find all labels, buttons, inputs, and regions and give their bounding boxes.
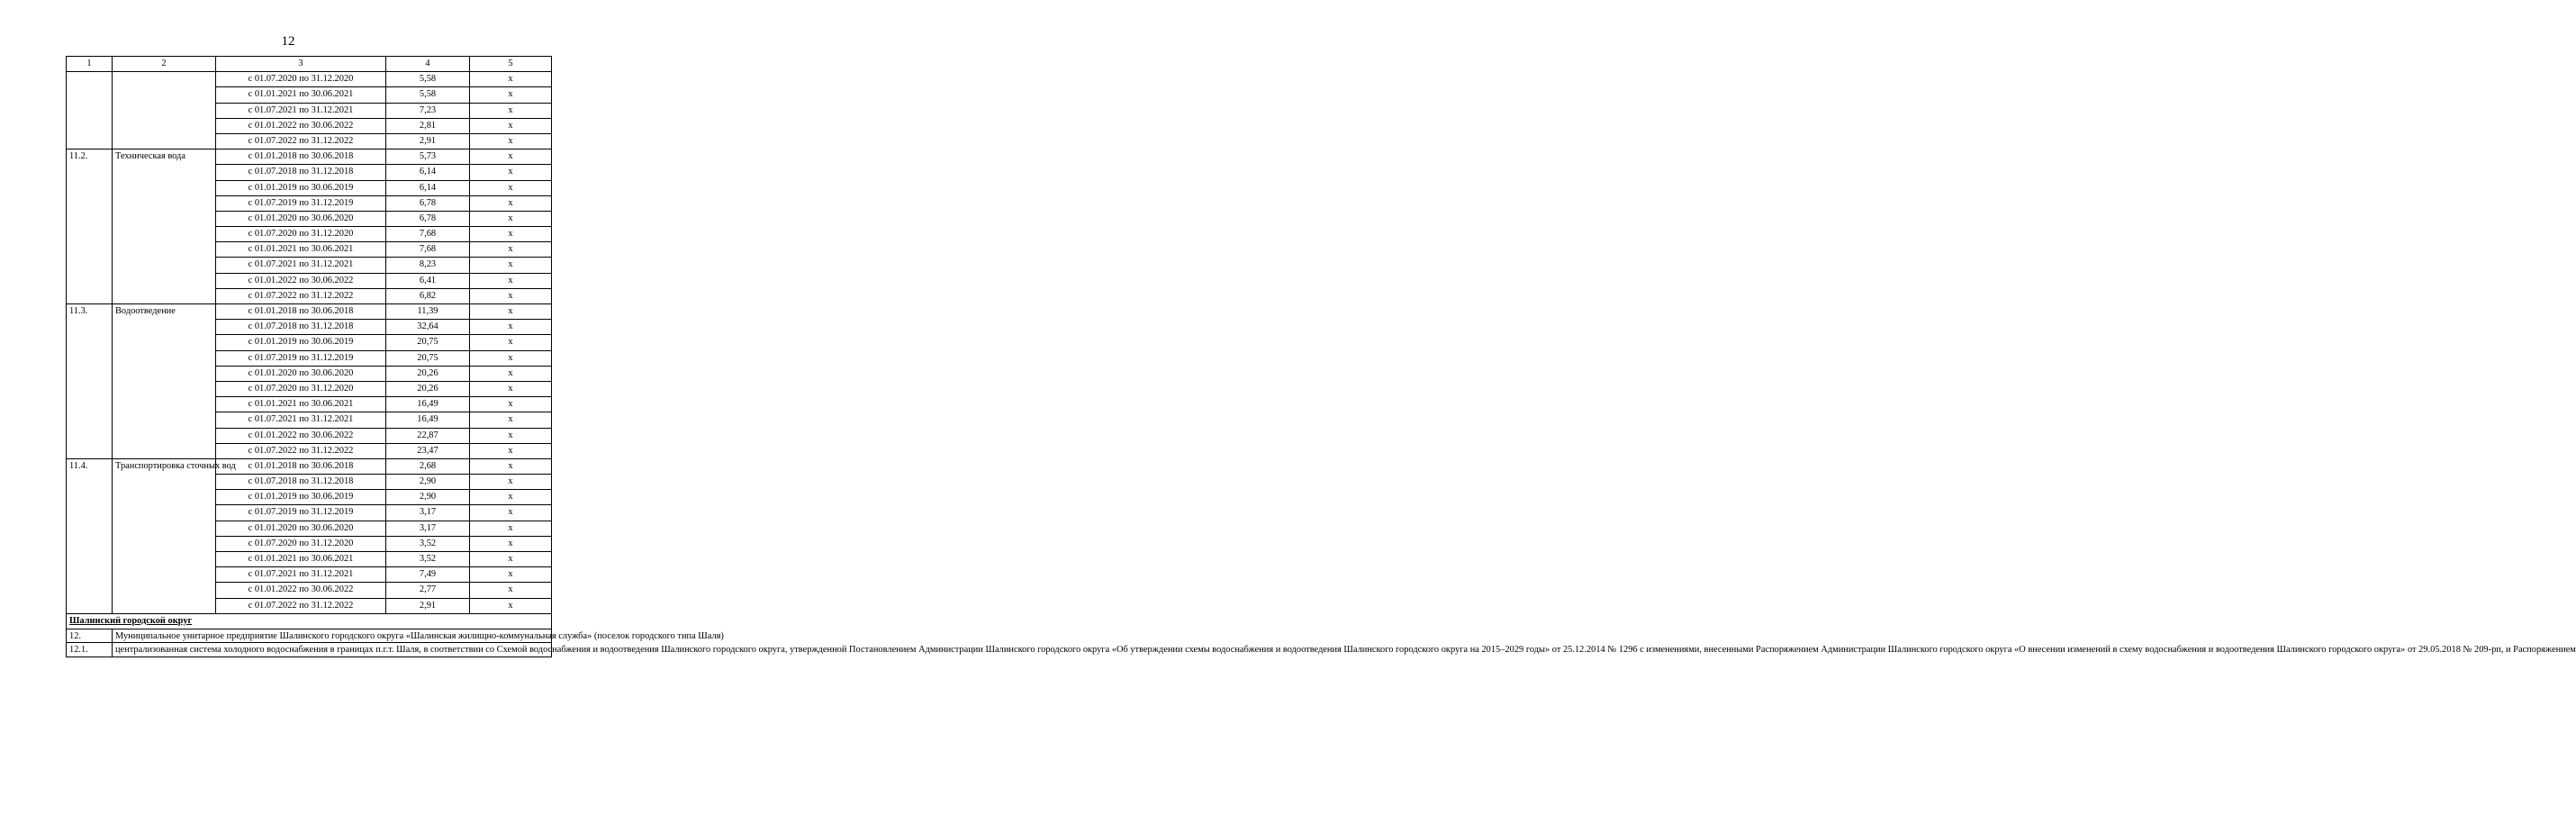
tariff-value: 16,49 — [386, 412, 470, 428]
period: с 01.01.2021 по 30.06.2021 — [216, 87, 386, 103]
period: с 01.07.2019 по 31.12.2019 — [216, 350, 386, 366]
period: с 01.07.2022 по 31.12.2022 — [216, 598, 386, 613]
vat-mark: х — [470, 350, 552, 366]
tariff-value: 11,39 — [386, 304, 470, 320]
period: с 01.01.2021 по 30.06.2021 — [216, 242, 386, 258]
vat-mark: х — [470, 475, 552, 490]
vat-mark: х — [470, 490, 552, 505]
section-row — [67, 613, 552, 629]
header-cell-3: 3 — [216, 57, 386, 72]
period: с 01.07.2022 по 31.12.2022 — [216, 443, 386, 458]
period: с 01.01.2018 по 30.06.2018 — [216, 149, 386, 165]
table-row — [67, 72, 552, 87]
organization-row — [67, 629, 552, 642]
vat-mark: х — [470, 87, 552, 103]
page-number: 12 — [281, 34, 295, 49]
tariff-table — [66, 56, 2576, 657]
header-row — [67, 57, 552, 72]
vat-mark: х — [470, 428, 552, 443]
tariff-value: 2,81 — [386, 118, 470, 133]
table-row — [67, 458, 552, 474]
tariff-value: 5,58 — [386, 72, 470, 87]
vat-mark: х — [470, 567, 552, 583]
tariff-value: 6,82 — [386, 288, 470, 303]
period: с 01.07.2021 по 31.12.2021 — [216, 258, 386, 273]
period: с 01.07.2020 по 31.12.2020 — [216, 381, 386, 396]
item-name — [113, 72, 216, 149]
vat-mark: х — [470, 227, 552, 242]
description-number: 12.1. — [67, 643, 113, 657]
period: с 01.07.2018 по 31.12.2018 — [216, 165, 386, 180]
period: с 01.01.2022 по 30.06.2022 — [216, 118, 386, 133]
vat-mark: х — [470, 242, 552, 258]
item-name: Транспортировка сточных вод — [113, 458, 216, 613]
vat-mark: х — [470, 195, 552, 211]
tariff-value: 7,49 — [386, 567, 470, 583]
tariff-value: 2,68 — [386, 458, 470, 474]
period: с 01.01.2022 по 30.06.2022 — [216, 273, 386, 288]
tariff-value: 3,17 — [386, 521, 470, 536]
period: с 01.01.2019 по 30.06.2019 — [216, 180, 386, 195]
item-number: 11.2. — [67, 149, 113, 304]
vat-mark: х — [470, 598, 552, 613]
period: с 01.01.2019 по 30.06.2019 — [216, 490, 386, 505]
tariff-value: 5,73 — [386, 149, 470, 165]
vat-mark: х — [470, 118, 552, 133]
tariff-value: 2,90 — [386, 475, 470, 490]
tariff-value: 5,58 — [386, 87, 470, 103]
tariff-value: 6,78 — [386, 195, 470, 211]
tariff-value: 6,14 — [386, 180, 470, 195]
period: с 01.01.2020 по 30.06.2020 — [216, 211, 386, 226]
vat-mark: х — [470, 505, 552, 521]
period: с 01.07.2019 по 31.12.2019 — [216, 195, 386, 211]
vat-mark: х — [470, 412, 552, 428]
item-name: Водоотведение — [113, 304, 216, 459]
tariff-value: 7,23 — [386, 103, 470, 118]
table-row — [67, 304, 552, 320]
vat-mark: х — [470, 366, 552, 381]
description-row — [67, 643, 552, 657]
vat-mark: х — [470, 72, 552, 87]
header-cell-1: 1 — [67, 57, 113, 72]
tariff-table-body — [67, 57, 2576, 657]
period: с 01.07.2021 по 31.12.2021 — [216, 412, 386, 428]
period: с 01.01.2021 по 30.06.2021 — [216, 552, 386, 567]
period: с 01.07.2020 по 31.12.2020 — [216, 227, 386, 242]
header-cell-5: 5 — [470, 57, 552, 72]
vat-mark: х — [470, 103, 552, 118]
period: с 01.07.2018 по 31.12.2018 — [216, 475, 386, 490]
tariff-value: 32,64 — [386, 320, 470, 335]
header-cell-4: 4 — [386, 57, 470, 72]
tariff-value: 20,75 — [386, 335, 470, 350]
tariff-value: 20,75 — [386, 350, 470, 366]
vat-mark: х — [470, 381, 552, 396]
vat-mark: х — [470, 133, 552, 149]
tariff-value: 7,68 — [386, 227, 470, 242]
vat-mark: х — [470, 149, 552, 165]
vat-mark: х — [470, 521, 552, 536]
description-text: централизованная система холодного водоснабжения в границах п.г.т. Шаля, в соответствии со Схемой водоснабжения и водоотведения Шалинского городского округа, утвержденной Постановлением Администрации Шалинского городского округа «Об утверждении схемы водоснабжения и водоотведения Шалинского городского округа на 2015–2029 годы» от 25.12.2014 № 1296 с изменениями, внесенными Распоряжением Администрации Шалинского городского округа «О внесении изменений в схему водоснабжения и водоотведения Шалинского городского округа» от 29.05.2018 № 209-рп, и Распоряжением — [113, 643, 552, 657]
period: с 01.07.2022 по 31.12.2022 — [216, 288, 386, 303]
period: с 01.01.2020 по 30.06.2020 — [216, 521, 386, 536]
header-cell-2: 2 — [113, 57, 216, 72]
vat-mark: х — [470, 211, 552, 226]
period: с 01.01.2018 по 30.06.2018 — [216, 304, 386, 320]
period: с 01.07.2022 по 31.12.2022 — [216, 133, 386, 149]
section-title: Шалинский городской округ — [67, 613, 552, 629]
tariff-value: 23,47 — [386, 443, 470, 458]
tariff-value: 6,78 — [386, 211, 470, 226]
period: с 01.01.2018 по 30.06.2018 — [216, 458, 386, 474]
tariff-value: 16,49 — [386, 397, 470, 412]
tariff-value: 7,68 — [386, 242, 470, 258]
vat-mark: х — [470, 165, 552, 180]
vat-mark: х — [470, 458, 552, 474]
item-name: Техническая вода — [113, 149, 216, 304]
period: с 01.07.2018 по 31.12.2018 — [216, 320, 386, 335]
period: с 01.07.2021 по 31.12.2021 — [216, 103, 386, 118]
period: с 01.07.2019 по 31.12.2019 — [216, 505, 386, 521]
tariff-value: 2,91 — [386, 598, 470, 613]
item-number — [67, 72, 113, 149]
item-number: 11.4. — [67, 458, 113, 613]
period: с 01.01.2019 по 30.06.2019 — [216, 335, 386, 350]
vat-mark: х — [470, 273, 552, 288]
vat-mark: х — [470, 304, 552, 320]
vat-mark: х — [470, 552, 552, 567]
tariff-value: 8,23 — [386, 258, 470, 273]
tariff-value: 2,91 — [386, 133, 470, 149]
vat-mark: х — [470, 335, 552, 350]
table-row — [67, 149, 552, 165]
vat-mark: х — [470, 288, 552, 303]
period: с 01.01.2022 по 30.06.2022 — [216, 583, 386, 598]
vat-mark: х — [470, 180, 552, 195]
tariff-value: 3,52 — [386, 552, 470, 567]
tariff-value: 20,26 — [386, 381, 470, 396]
vat-mark: х — [470, 320, 552, 335]
item-number: 11.3. — [67, 304, 113, 459]
period: с 01.01.2022 по 30.06.2022 — [216, 428, 386, 443]
organization-number: 12. — [67, 629, 113, 642]
vat-mark: х — [470, 536, 552, 551]
vat-mark: х — [470, 583, 552, 598]
tariff-value: 20,26 — [386, 366, 470, 381]
tariff-value: 3,52 — [386, 536, 470, 551]
vat-mark: х — [470, 397, 552, 412]
period: с 01.07.2020 по 31.12.2020 — [216, 72, 386, 87]
tariff-value: 22,87 — [386, 428, 470, 443]
tariff-value: 2,90 — [386, 490, 470, 505]
vat-mark: х — [470, 443, 552, 458]
tariff-value: 6,41 — [386, 273, 470, 288]
vat-mark: х — [470, 258, 552, 273]
period: с 01.07.2021 по 31.12.2021 — [216, 567, 386, 583]
period: с 01.07.2020 по 31.12.2020 — [216, 536, 386, 551]
organization-name: Муниципальное унитарное предприятие Шалинского городского округа «Шалинская жилищно-коммунальная служба» (поселок городского типа Шаля) — [113, 629, 552, 642]
tariff-value: 3,17 — [386, 505, 470, 521]
tariff-value: 2,77 — [386, 583, 470, 598]
period: с 01.01.2021 по 30.06.2021 — [216, 397, 386, 412]
tariff-value: 6,14 — [386, 165, 470, 180]
period: с 01.01.2020 по 30.06.2020 — [216, 366, 386, 381]
